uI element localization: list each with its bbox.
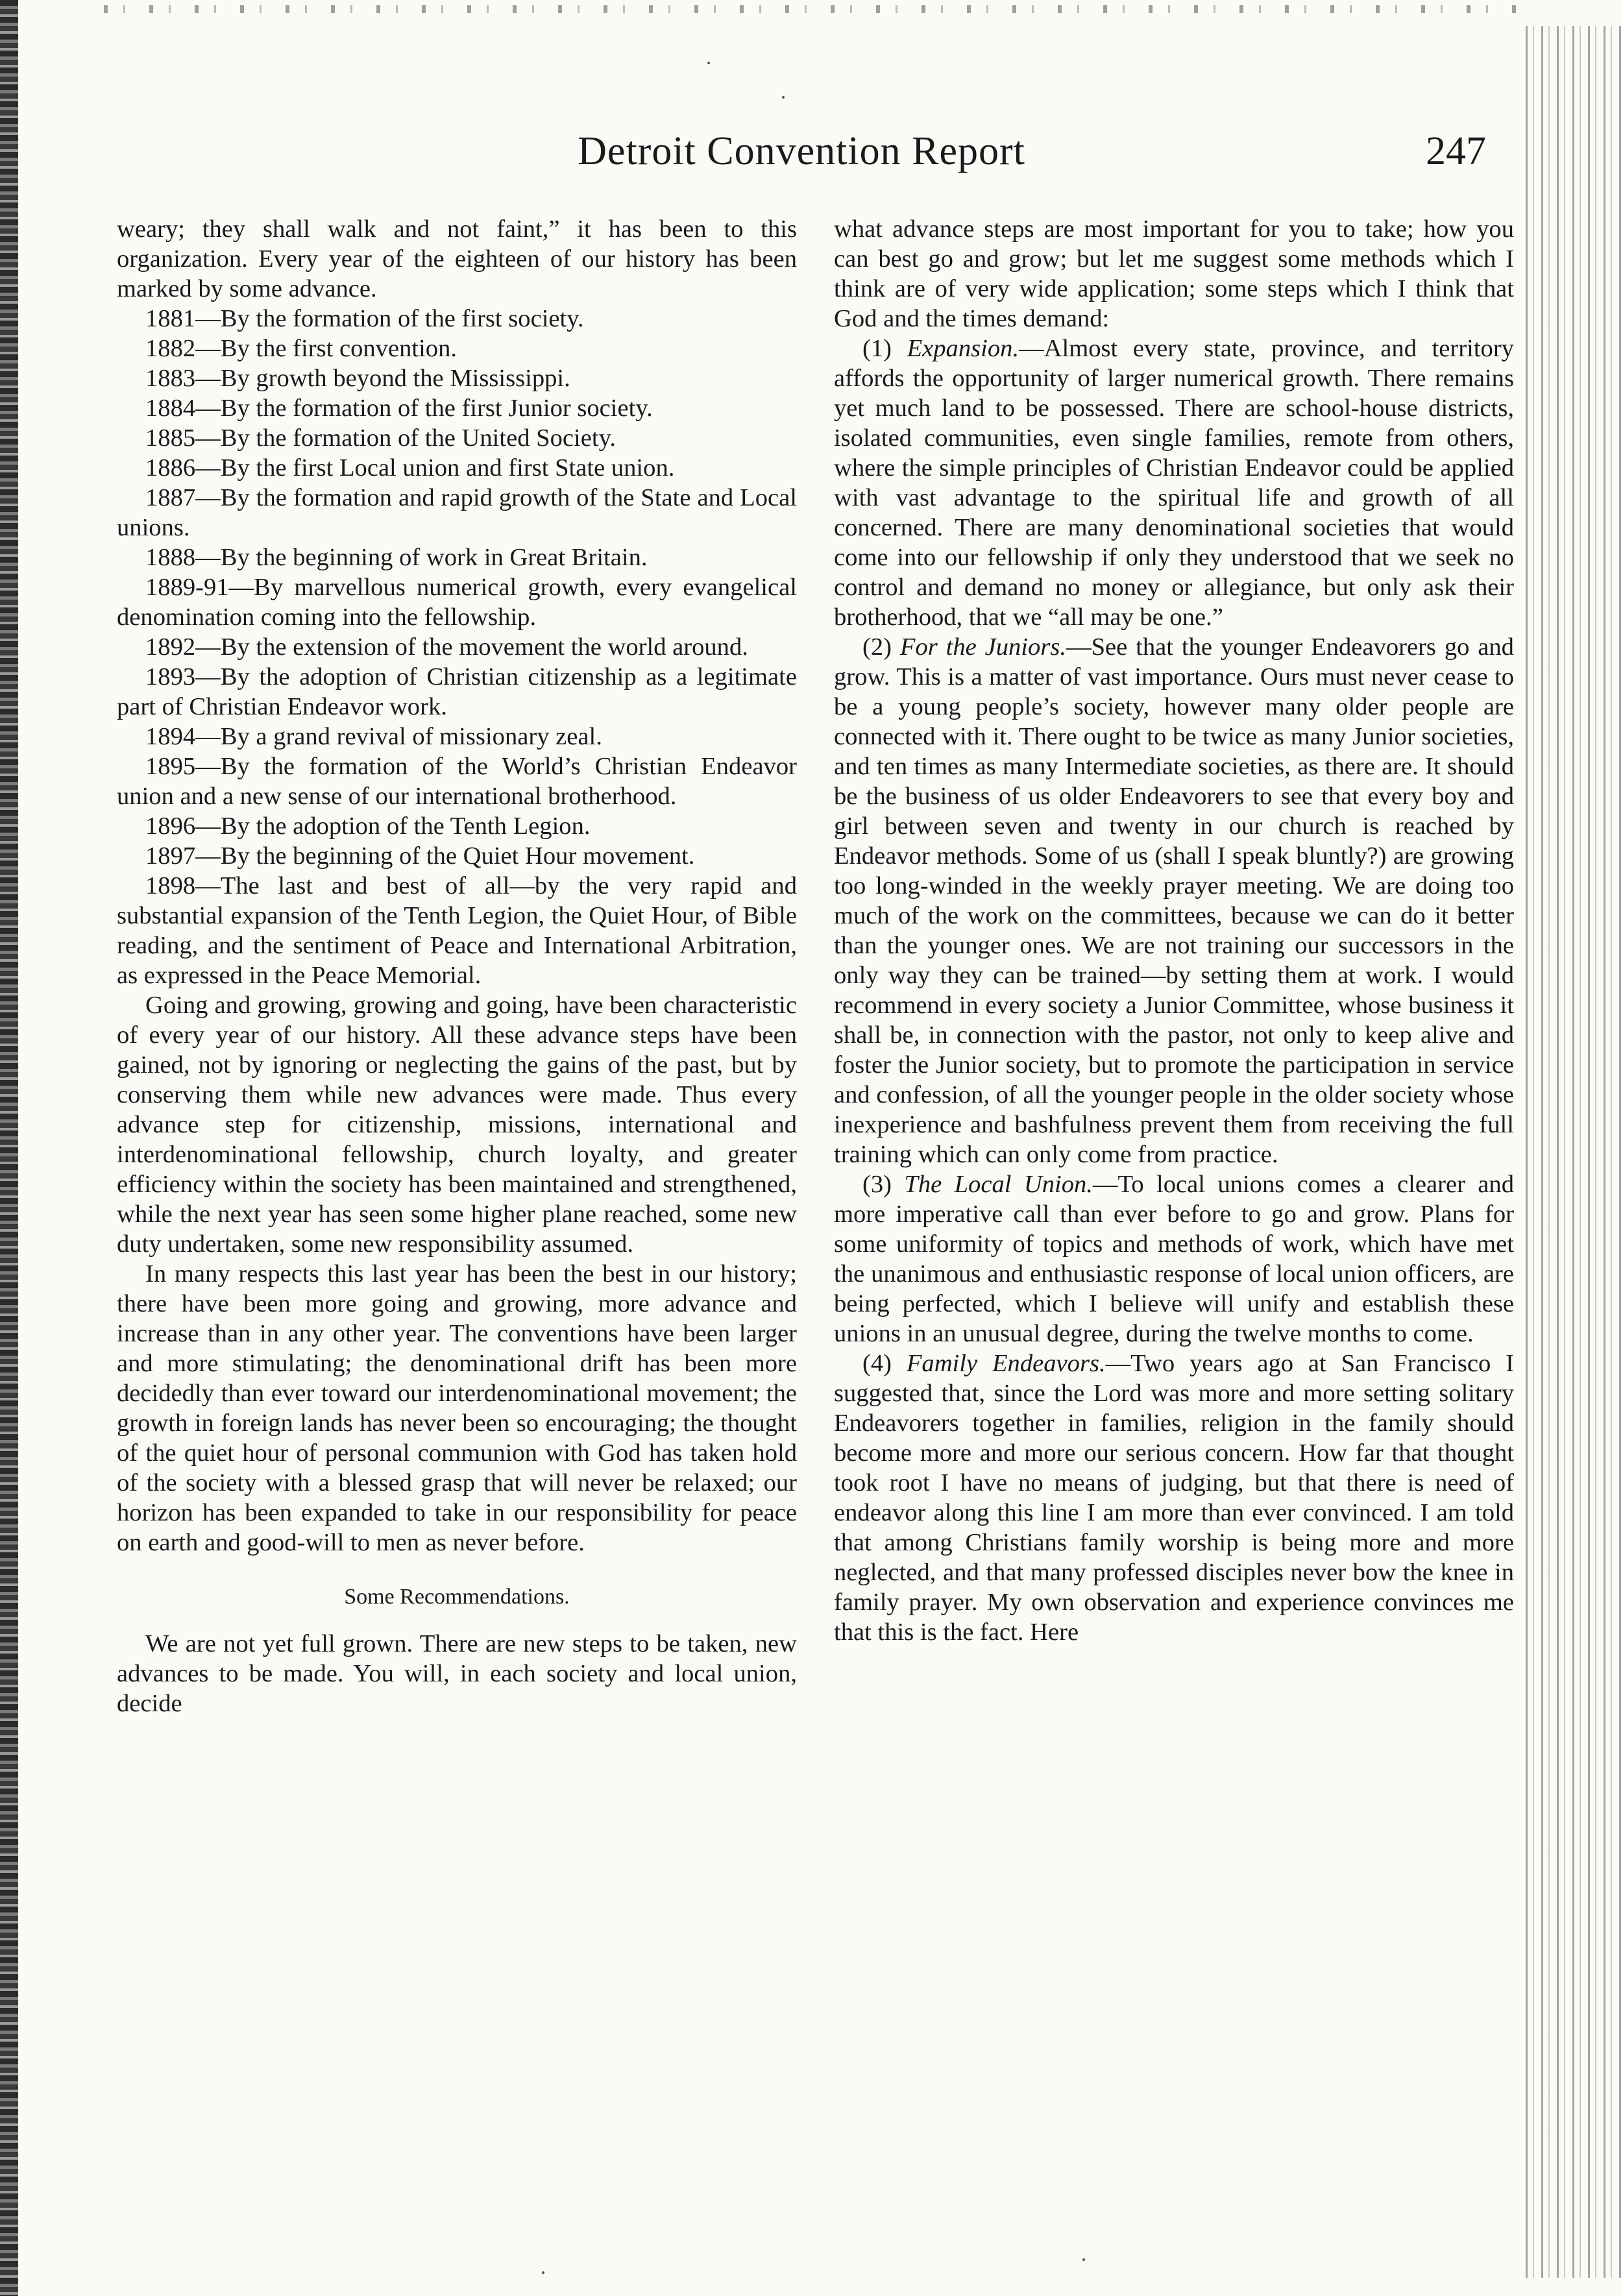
scan-speck bbox=[1082, 2258, 1085, 2261]
item-title: Family Endeavors. bbox=[906, 1350, 1106, 1377]
timeline-item: 1892—By the extension of the movement the world around. bbox=[145, 633, 748, 661]
right-column bbox=[834, 214, 1514, 1647]
timeline-item: 1885—By the formation of the United Society. bbox=[145, 424, 616, 452]
timeline-item: 1896—By the adoption of the Tenth Legion. bbox=[145, 812, 591, 840]
recommendation-juniors bbox=[834, 632, 1514, 1169]
scan-binding-edge-left bbox=[0, 0, 18, 2296]
item-title: For the Juniors. bbox=[899, 633, 1066, 661]
item-text: —To local unions comes a clearer and more imperative call than ever before to go and grow. Plans for some uniformity of topics and methods of work, which have met the unanimous and enthusiastic response of local union officers, are being perfected, which I believe will unify and establish these unions in an unusual degree, during the twelve months to come. bbox=[834, 1171, 1514, 1347]
timeline-item: 1884—By the formation of the first Junior society. bbox=[145, 395, 653, 422]
item-text: —Two years ago at San Francisco I suggested that, since the Lord was more and more setting solitary Endeavorers together in families, religion in the family should become more and more our serious concern. How far that thought took root I have no means of judging, but that there is need of endeavor along this line I am more than ever convinced. I am told that among Christians family worship is being more and more neglected, and that many professed disciples never bow the knee in family prayer. My own observation and experience convinces me that this is the fact. Here bbox=[834, 1350, 1514, 1646]
timeline-item: 1881—By the formation of the first society. bbox=[145, 305, 584, 332]
item-text: —Almost every state, province, and territory affords the opportunity of larger numerical growth. There remains yet much land to be possessed. There are school-house districts, isolated communities, even single families, remote from others, where the simple principles of Christian Endeavor could be applied with vast advantage to the spiritual life and growth of all concerned. There are many denominational societies that would come into our fellowship if only they understood that we seek no control and demand no money or allegiance, but only ask their brotherhood, that we “all may be one.” bbox=[834, 335, 1514, 631]
timeline-item: 1886—By the first Local union and first State union. bbox=[145, 454, 675, 482]
timeline-item: 1894—By a grand revival of missionary zeal. bbox=[145, 723, 602, 750]
paragraph: what advance steps are most important for you to take; how you can best go and grow; but let me suggest some methods which I think are of very wide application; some steps which I think that God and the times demand: bbox=[834, 215, 1514, 332]
section-heading: Some Recommendations. bbox=[344, 1585, 570, 1609]
scan-binding-edge-right bbox=[1526, 26, 1623, 2278]
timeline-item: 1888—By the beginning of work in Great Britain. bbox=[145, 544, 648, 571]
scan-edge-top bbox=[104, 5, 1531, 13]
scan-speck bbox=[707, 62, 710, 64]
paragraph: In many respects this last year has been the best in our history; there have been more going and growing, more advance and increase than in any other year. The conventions have been larger and more stimulating; the denominational drift has been more decidedly than ever toward our interdenominational movement; the growth in foreign lands has never been so encouraging; the thought of the quiet hour of personal communion with God has taken hold of the society with a blessed grasp that will never be relaxed; our horizon has been expanded to take in our responsibility for peace on earth and good-will to men as never before. bbox=[117, 1260, 797, 1556]
timeline-item: 1895—By the formation of the World’s Christian Endeavor union and a new sense of our international brotherhood. bbox=[117, 753, 797, 810]
scan-speck bbox=[782, 96, 785, 99]
item-title: The Local Union. bbox=[904, 1171, 1093, 1198]
timeline-item: 1883—By growth beyond the Mississippi. bbox=[145, 365, 570, 392]
page-number: 247 bbox=[1426, 129, 1486, 173]
recommendation-expansion bbox=[834, 334, 1514, 632]
timeline-item: 1882—By the first convention. bbox=[145, 335, 458, 362]
timeline-item: 1889-91—By marvellous numerical growth, every evangelical denomination coming into the fellowship. bbox=[117, 574, 797, 631]
timeline-item: 1898—The last and best of all—by the very rapid and substantial expansion of the Tenth Legion, the Quiet Hour, of Bible reading, and the sentiment of Peace and International Arbitration, as expressed in the Peace Memorial. bbox=[117, 872, 797, 989]
paragraph: We are not yet full grown. There are new steps to be taken, new advances to be made. You will, in each society and local union, decide bbox=[117, 1630, 797, 1717]
item-number: (1) bbox=[862, 335, 907, 362]
paragraph: Going and growing, growing and going, have been characteristic of every year of our history. All these advance steps have been gained, not by ignoring or neglecting the gains of the past, but by conserving them while new advances were made. Thus every advance step for citizenship, missions, international and interdenominational fellowship, church loyalty, and greater efficiency within the society has been maintained and strengthened, while the next year has seen some higher plane reached, some new duty undertaken, some new responsibility assumed. bbox=[117, 992, 797, 1258]
left-column bbox=[117, 214, 797, 1718]
recommendation-family-endeavors bbox=[834, 1349, 1514, 1647]
page-header bbox=[117, 128, 1486, 187]
timeline-item: 1893—By the adoption of Christian citizenship as a legitimate part of Christian Endeavor work. bbox=[117, 663, 797, 720]
running-title: Detroit Convention Report bbox=[578, 129, 1025, 173]
recommendation-local-union bbox=[834, 1169, 1514, 1349]
item-number: (3) bbox=[862, 1171, 905, 1198]
item-number: (2) bbox=[862, 633, 900, 661]
scan-speck bbox=[542, 2271, 544, 2274]
item-text: —See that the younger Endeavorers go and grow. This is a matter of vast importance. Ours must never cease to be a young people’s society, however many older people are connected with it. There ought to be twice as many Junior societies, and ten times as many Intermediate societies, as there are. It should be the business of us older Endeavorers to see that every boy and girl between seven and twenty in our church is reached by Endeavor methods. Some of us (shall I speak bluntly?) are growing too long-winded in the weekly prayer meeting. We are doing too much of the work on the committees, because we can do it better than the younger ones. We are not training our successors in the only way they can be trained—by setting them at work. I would recommend in every society a Junior Committee, whose business it shall be, in connection with the pastor, not only to keep alive and foster the Junior society, but to promote the participation in service and confession, of all the younger people in the older society whose inexperience and bashfulness prevent them from receiving the full training which can only come from practice. bbox=[834, 633, 1514, 1168]
timeline-item: 1897—By the beginning of the Quiet Hour movement. bbox=[145, 842, 695, 870]
timeline-item: 1887—By the formation and rapid growth of the State and Local unions. bbox=[117, 484, 797, 541]
item-title: Expansion. bbox=[907, 335, 1019, 362]
item-number: (4) bbox=[862, 1350, 907, 1377]
paragraph: weary; they shall walk and not faint,” it has been to this organization. Every year of the eighteen of our history has been marked by some advance. bbox=[117, 215, 797, 302]
